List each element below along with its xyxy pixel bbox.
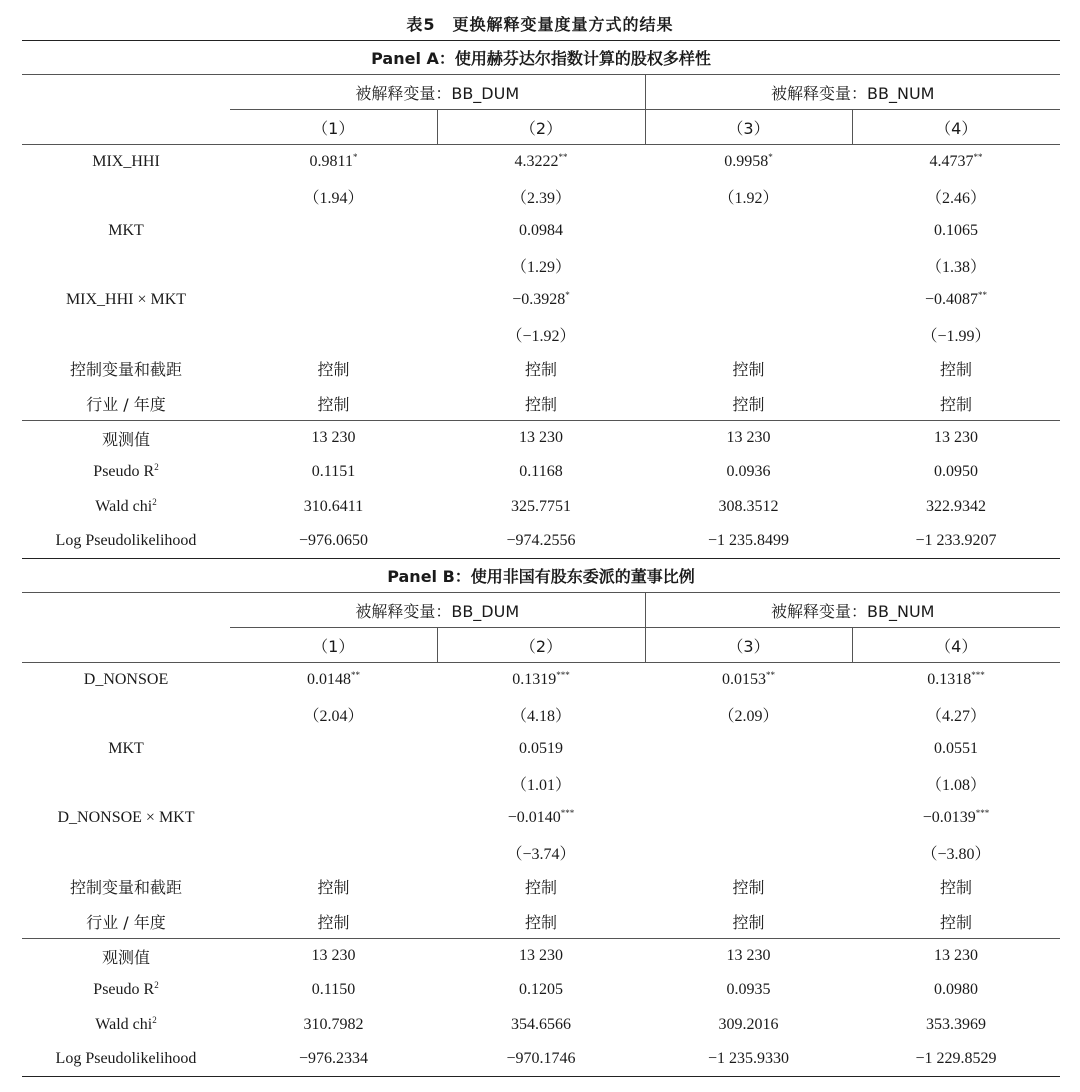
column-number: （4） xyxy=(852,110,1060,145)
header-blank xyxy=(22,110,230,145)
statistic-cell: 310.6411 xyxy=(303,497,364,515)
coefficient-cell xyxy=(645,697,852,732)
statistic-cell: 0.0935 xyxy=(726,981,771,999)
statistic-cell: −976.2334 xyxy=(230,1042,437,1077)
row-label xyxy=(22,179,230,214)
cell-value: 控制 xyxy=(317,394,350,414)
coefficient-cell xyxy=(645,732,852,767)
row-label: 行业 / 年度 xyxy=(86,394,166,414)
coefficient-cell xyxy=(437,697,645,732)
cell-value: 控制 xyxy=(524,394,557,414)
coefficient-cell xyxy=(230,145,437,180)
cell-value: 控制 xyxy=(317,878,350,898)
coefficient-cell xyxy=(852,870,1060,905)
cell-value: 0.0519 xyxy=(519,739,563,757)
cell-value: （−1.99） xyxy=(921,327,991,345)
panel-title-row xyxy=(22,559,1060,593)
row-label xyxy=(22,835,230,870)
coefficient-cell xyxy=(230,870,437,905)
coefficient-cell xyxy=(852,283,1060,318)
coefficient-cell xyxy=(437,386,645,421)
statistic-label xyxy=(22,939,230,974)
statistic-label-text: 观测值 xyxy=(101,429,150,449)
coefficient-row xyxy=(22,214,1060,249)
superscript: 2 xyxy=(154,980,159,991)
cell-value: （−3.74） xyxy=(506,845,576,863)
coefficient-row xyxy=(22,248,1060,283)
dependent-variable-header: 被解释变量：BB_DUM xyxy=(230,75,645,110)
dependent-variable-header: 被解释变量：BB_NUM xyxy=(645,75,1060,110)
statistic-label-text: Pseudo R xyxy=(93,981,155,999)
coefficient-cell xyxy=(852,317,1060,352)
coefficient-cell xyxy=(852,214,1060,249)
cell-value: 0.1318 xyxy=(927,671,972,688)
header-blank xyxy=(22,75,230,110)
coefficient-row xyxy=(22,732,1060,767)
column-number-row xyxy=(22,110,1060,145)
significance-stars: ** xyxy=(351,670,360,680)
coefficient-cell xyxy=(645,317,852,352)
cell-value: （1.29） xyxy=(510,258,571,276)
coefficient-cell xyxy=(437,317,645,352)
statistic-cell: −974.2556 xyxy=(437,524,645,559)
coefficient-cell xyxy=(230,835,437,870)
coefficient-cell xyxy=(852,766,1060,801)
column-number: （1） xyxy=(230,110,437,145)
cell-value: （−1.92） xyxy=(506,327,576,345)
coefficient-row xyxy=(22,317,1060,352)
superscript: 2 xyxy=(152,1014,157,1025)
coefficient-row xyxy=(22,663,1060,698)
statistic-row xyxy=(22,490,1060,525)
coefficient-cell xyxy=(230,352,437,387)
statistic-label-text: Wald chi xyxy=(95,497,153,515)
coefficient-cell xyxy=(230,386,437,421)
statistic-row xyxy=(22,524,1060,559)
panel-title: Panel B：使用非国有股东委派的董事比例 xyxy=(22,559,1060,593)
coefficient-cell xyxy=(437,732,645,767)
coefficient-cell xyxy=(852,386,1060,421)
statistic-cell: 309.2016 xyxy=(718,1015,779,1033)
statistic-cell: 13 230 xyxy=(437,939,645,974)
significance-stars: *** xyxy=(971,670,985,680)
coefficient-cell xyxy=(645,835,852,870)
cell-value: 控制 xyxy=(524,360,557,380)
statistic-cell: 13 230 xyxy=(230,939,437,974)
coefficient-cell xyxy=(852,248,1060,283)
cell-value: 0.0984 xyxy=(519,221,563,239)
coefficient-cell xyxy=(230,697,437,732)
statistic-cell: 322.9342 xyxy=(926,497,986,515)
column-number: （3） xyxy=(645,628,852,663)
column-number: （1） xyxy=(230,628,437,663)
cell-value: 4.3222 xyxy=(514,153,559,170)
significance-stars: ** xyxy=(978,289,988,300)
coefficient-cell xyxy=(645,283,852,318)
statistic-label-text: Log Pseudolikelihood xyxy=(55,1050,197,1067)
statistic-cell: 13 230 xyxy=(852,421,1060,456)
coefficient-cell xyxy=(852,663,1060,698)
coefficient-cell xyxy=(230,248,437,283)
cell-value: 0.0153 xyxy=(722,671,766,688)
coefficient-row xyxy=(22,801,1060,836)
panel-title-row xyxy=(22,41,1060,75)
cell-value: 4.4737 xyxy=(929,153,974,170)
cell-value: −0.3928 xyxy=(512,290,566,308)
coefficient-cell xyxy=(437,870,645,905)
coefficient-cell xyxy=(645,870,852,905)
row-label: MKT xyxy=(108,221,144,239)
statistic-label xyxy=(22,490,230,525)
statistic-row xyxy=(22,1008,1060,1043)
cell-value: （1.01） xyxy=(510,776,571,794)
cell-value: −0.4087 xyxy=(924,290,979,308)
dependent-variable-header: 被解释变量：BB_DUM xyxy=(230,593,645,628)
coefficient-row xyxy=(22,145,1060,180)
significance-stars: ** xyxy=(558,152,568,162)
coefficient-row xyxy=(22,766,1060,801)
coefficient-row xyxy=(22,835,1060,870)
significance-stars: * xyxy=(352,152,358,162)
statistic-cell: 353.3969 xyxy=(926,1015,986,1033)
significance-stars: * xyxy=(565,289,570,300)
statistic-cell: 13 230 xyxy=(852,939,1060,974)
statistic-cell: −976.0650 xyxy=(230,524,437,559)
coefficient-row xyxy=(22,179,1060,214)
coefficient-cell xyxy=(437,145,645,180)
coefficient-cell xyxy=(437,214,645,249)
cell-value: 控制 xyxy=(317,360,350,380)
significance-stars: * xyxy=(768,152,773,162)
statistic-label xyxy=(22,1008,230,1043)
statistic-cell: 13 230 xyxy=(645,421,852,456)
row-label: D_NONSOE xyxy=(83,671,169,688)
row-label xyxy=(22,766,230,801)
coefficient-cell xyxy=(645,801,852,836)
dependent-variable-header: 被解释变量：BB_NUM xyxy=(645,593,1060,628)
statistic-label-text: 观测值 xyxy=(101,947,150,967)
statistic-cell: −1 235.8499 xyxy=(645,524,852,559)
coefficient-cell xyxy=(645,214,852,249)
coefficient-cell xyxy=(852,179,1060,214)
coefficient-cell xyxy=(230,801,437,836)
cell-value: （2.04） xyxy=(303,707,364,725)
significance-stars: ** xyxy=(973,152,983,162)
coefficient-cell xyxy=(437,766,645,801)
coefficient-cell xyxy=(230,283,437,318)
superscript: 2 xyxy=(154,462,159,473)
coefficient-cell xyxy=(645,179,852,214)
significance-stars: *** xyxy=(560,807,575,818)
statistic-row xyxy=(22,455,1060,490)
row-label: MIX_HHI xyxy=(92,153,160,170)
row-label: D_NONSOE × MKT xyxy=(57,808,195,826)
coefficient-cell xyxy=(230,179,437,214)
coefficient-cell xyxy=(645,663,852,698)
statistic-row xyxy=(22,421,1060,456)
statistic-cell: 13 230 xyxy=(230,421,437,456)
row-label: 行业 / 年度 xyxy=(86,912,166,932)
significance-stars: *** xyxy=(975,807,990,818)
coefficient-row xyxy=(22,904,1060,939)
cell-value: （4.18） xyxy=(510,707,571,725)
coefficient-cell xyxy=(852,697,1060,732)
column-number-row xyxy=(22,628,1060,663)
table-caption: 表5 更换解释变量度量方式的结果 xyxy=(406,15,674,34)
header-blank xyxy=(22,628,230,663)
cell-value: 0.1065 xyxy=(934,221,978,239)
statistic-cell: 0.0980 xyxy=(934,981,978,999)
cell-value: 控制 xyxy=(524,912,557,932)
coefficient-cell xyxy=(437,248,645,283)
cell-value: 控制 xyxy=(732,360,765,380)
cell-value: （1.08） xyxy=(926,776,987,794)
coefficient-cell xyxy=(230,732,437,767)
cell-value: 0.0148 xyxy=(307,671,351,688)
statistic-cell: 354.6566 xyxy=(511,1015,571,1033)
coefficient-cell xyxy=(437,904,645,939)
coefficient-cell xyxy=(852,352,1060,387)
statistic-row xyxy=(22,939,1060,974)
dependent-variable-row xyxy=(22,593,1060,628)
significance-stars: ** xyxy=(766,670,775,680)
coefficient-row xyxy=(22,283,1060,318)
statistic-cell: 0.1205 xyxy=(519,981,563,999)
statistic-cell: −1 233.9207 xyxy=(852,524,1060,559)
cell-value: 控制 xyxy=(732,878,765,898)
statistic-cell: 310.7982 xyxy=(303,1015,364,1033)
statistic-cell: 13 230 xyxy=(645,939,852,974)
row-label: 控制变量和截距 xyxy=(69,360,182,380)
coefficient-row xyxy=(22,870,1060,905)
coefficient-cell xyxy=(437,835,645,870)
cell-value: 控制 xyxy=(940,912,973,932)
row-label: MKT xyxy=(108,739,144,757)
statistic-row xyxy=(22,1042,1060,1077)
dependent-variable-row xyxy=(22,75,1060,110)
coefficient-cell xyxy=(645,248,852,283)
statistic-label-text: Pseudo R xyxy=(93,463,155,481)
column-number: （4） xyxy=(852,628,1060,663)
regression-results-table xyxy=(22,40,1060,1077)
row-label: MIX_HHI × MKT xyxy=(65,290,187,308)
statistic-label xyxy=(22,973,230,1008)
coefficient-cell xyxy=(645,386,852,421)
coefficient-cell xyxy=(230,663,437,698)
statistic-label xyxy=(22,1042,230,1077)
statistic-cell: −1 229.8529 xyxy=(852,1042,1060,1077)
row-label xyxy=(22,248,230,283)
row-label xyxy=(22,317,230,352)
coefficient-row xyxy=(22,697,1060,732)
coefficient-cell xyxy=(645,766,852,801)
cell-value: −0.0140 xyxy=(507,808,561,826)
coefficient-cell xyxy=(230,904,437,939)
coefficient-cell xyxy=(437,283,645,318)
cell-value: 0.1319 xyxy=(512,671,557,688)
statistic-label xyxy=(22,421,230,456)
significance-stars: *** xyxy=(556,670,570,680)
statistic-cell: 0.1150 xyxy=(311,981,356,999)
coefficient-cell xyxy=(437,801,645,836)
cell-value: 0.9958 xyxy=(724,153,769,170)
cell-value: 控制 xyxy=(940,394,973,414)
cell-value: −0.0139 xyxy=(922,808,976,826)
coefficient-cell xyxy=(852,835,1060,870)
column-number: （2） xyxy=(437,628,645,663)
row-label: 控制变量和截距 xyxy=(69,878,182,898)
column-number: （2） xyxy=(437,110,645,145)
statistic-cell: 0.0950 xyxy=(934,463,978,481)
coefficient-cell xyxy=(437,179,645,214)
statistic-cell: 308.3512 xyxy=(718,497,779,515)
header-blank xyxy=(22,593,230,628)
cell-value: （1.38） xyxy=(926,258,987,276)
coefficient-cell xyxy=(852,732,1060,767)
coefficient-cell xyxy=(437,352,645,387)
cell-value: （4.27） xyxy=(926,707,987,725)
cell-value: 控制 xyxy=(940,878,973,898)
coefficient-cell xyxy=(230,317,437,352)
coefficient-row xyxy=(22,352,1060,387)
statistic-label xyxy=(22,524,230,559)
cell-value: （2.09） xyxy=(718,707,779,725)
cell-value: （2.39） xyxy=(510,189,571,207)
coefficient-cell xyxy=(852,145,1060,180)
cell-value: 控制 xyxy=(732,394,765,414)
cell-value: 控制 xyxy=(940,360,973,380)
coefficient-cell xyxy=(230,214,437,249)
statistic-label xyxy=(22,455,230,490)
statistic-cell: 13 230 xyxy=(437,421,645,456)
cell-value: （1.94） xyxy=(303,189,364,207)
cell-value: （2.46） xyxy=(926,189,987,207)
superscript: 2 xyxy=(152,496,157,507)
statistic-cell: 0.0936 xyxy=(726,463,771,481)
cell-value: 控制 xyxy=(732,912,765,932)
coefficient-cell xyxy=(230,766,437,801)
coefficient-cell xyxy=(852,904,1060,939)
row-label xyxy=(22,697,230,732)
coefficient-cell xyxy=(645,145,852,180)
statistic-cell: −970.1746 xyxy=(437,1042,645,1077)
statistic-label-text: Log Pseudolikelihood xyxy=(55,532,197,549)
cell-value: 0.0551 xyxy=(934,739,978,757)
coefficient-cell xyxy=(645,352,852,387)
coefficient-row xyxy=(22,386,1060,421)
coefficient-cell xyxy=(852,801,1060,836)
cell-value: 0.9811 xyxy=(309,153,353,170)
cell-value: 控制 xyxy=(524,878,557,898)
cell-value: 控制 xyxy=(317,912,350,932)
statistic-cell: 0.1151 xyxy=(311,463,356,481)
cell-value: （−3.80） xyxy=(921,845,991,863)
statistic-cell: −1 235.9330 xyxy=(645,1042,852,1077)
statistic-label-text: Wald chi xyxy=(95,1015,153,1033)
statistic-cell: 325.7751 xyxy=(511,497,571,515)
panel-title: Panel A：使用赫芬达尔指数计算的股权多样性 xyxy=(22,41,1060,75)
statistic-cell: 0.1168 xyxy=(519,463,563,481)
column-number: （3） xyxy=(645,110,852,145)
coefficient-cell xyxy=(437,663,645,698)
coefficient-cell xyxy=(645,904,852,939)
statistic-row xyxy=(22,973,1060,1008)
cell-value: （1.92） xyxy=(718,189,779,207)
